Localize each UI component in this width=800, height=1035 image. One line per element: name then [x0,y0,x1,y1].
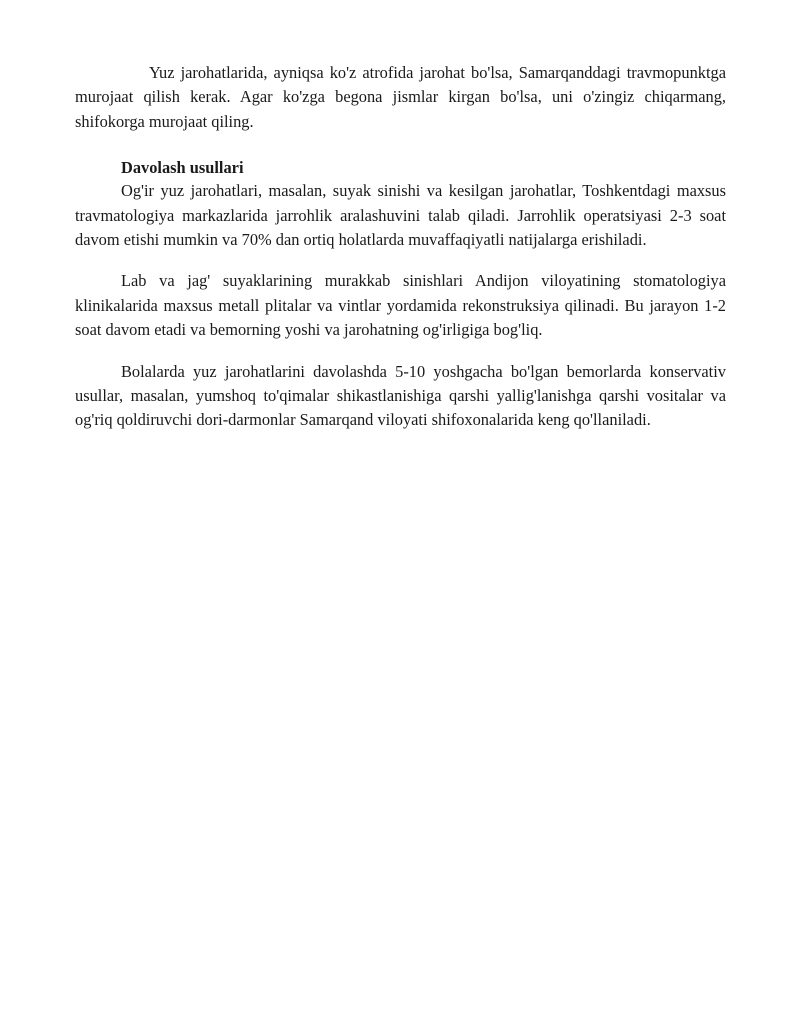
paragraph-eye-injury: Yuz jarohatlarida, ayniqsa ko'z atrofida jarohat bo'lsa, Samarqanddagi travmopunktga murojaat qilish kerak. Agar ko'zga begona jismlar kirgan bo'lsa, uni o'zingiz chiqarmang, shifokorga murojaat qiling. [75,63,726,131]
section-heading: Davolash usullari [121,158,244,178]
paragraph-children-treatment: Bolalarda yuz jarohatlarini davolashda 5-10 yoshgacha bo'lgan bemorlarda konservativ usullar, masalan, yumshoq to'qimalar shikastlanishiga qarshi yallig'lanishga qarshi vositalar va og'riq qoldiruvchi dori-darmonlar Samarqand viloyati shifoxonalarida keng qo'llaniladi. [75,361,726,430]
paragraph-severe-injuries: Og'ir yuz jarohatlari, masalan, suyak sinishi va kesilgan jarohatlar, Toshkentdagi maxsus travmatologiya markazlarida jarrohlik aralashuvini talab qiladi. Jarrohlik operatsiyasi 2-3 soat davom etishi mumkin va 70% dan ortiq holatlarda muvaffaqiyatli natijalarga erishiladi. [75,181,726,250]
paragraph-jaw-fractures: Lab va jag' suyaklarining murakkab sinishlari Andijon viloyatining stomatologiya klinikalarida maxsus metall plitalar va vintlar yordamida rekonstruksiya qilinadi. Bu jarayon 1-2 soat davom etadi va bemorning yoshi va jarohatning og'irligiga bog'liq. [75,271,726,340]
